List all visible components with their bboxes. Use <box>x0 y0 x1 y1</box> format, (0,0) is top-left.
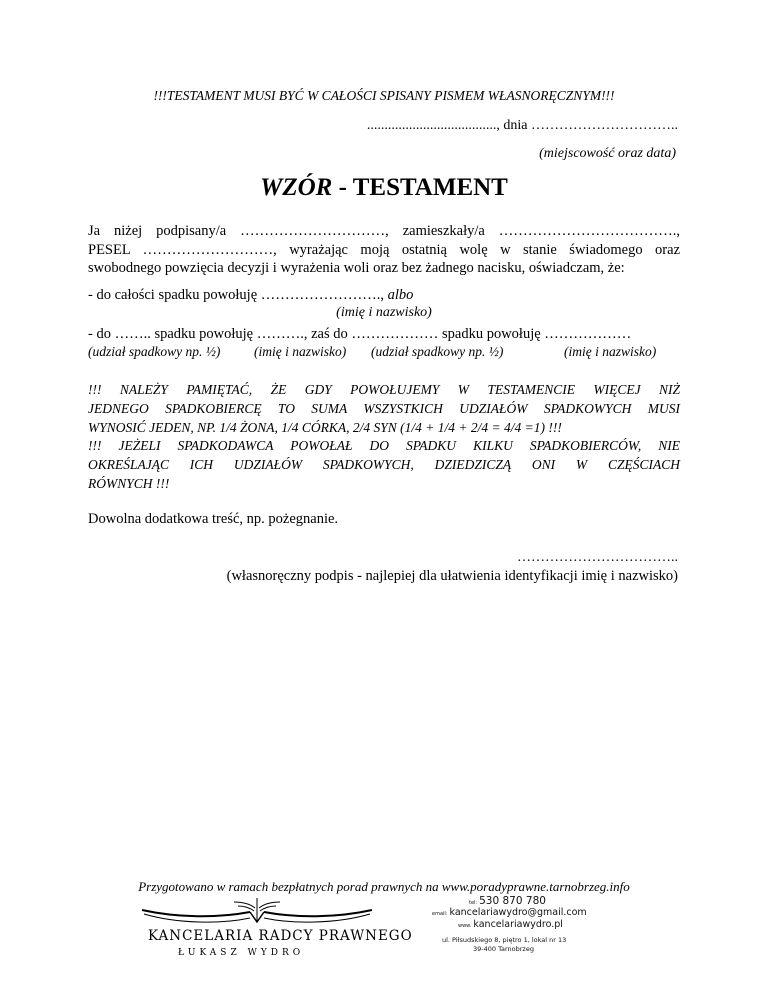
footer-note: Przygotowano w ramach bezpłatnych porad prawnych na www.poradyprawne.tarnobrzeg.info <box>138 879 630 894</box>
note-line: WYNOSIĆ JEDEN, NP. 1/4 ŻONA, 1/4 CÓRKA, 2/4 SYN (1/4 + 1/4 + 2/4 = 4/4 =1) !!! <box>88 419 562 435</box>
additional-content-line: Dowolna dodatkowa treść, np. pożegnanie. <box>88 511 339 527</box>
important-notes <box>88 381 680 494</box>
share-caption: (udział spadkowy np. ½) <box>88 344 221 359</box>
place-date-field: ....................................., dnia ………………………….. <box>366 118 678 133</box>
website-label: www. <box>458 923 472 929</box>
declaration-line: Ja niżej podpisany/a …………………………, zamieszkały/a ………………………………., <box>88 223 680 239</box>
phone-number: 530 870 780 <box>479 895 546 907</box>
place-date-caption: (miejscowość oraz data) <box>539 146 676 161</box>
name-caption: (imię i nazwisko) <box>564 344 657 359</box>
heir-whole-caption: (imię i nazwisko) <box>336 305 432 320</box>
contact-email <box>432 907 587 918</box>
note-line: !!! NALEŻY PAMIĘTAĆ, ŻE GDY POWOŁUJEMY W TESTAMENCIE WIĘCEJ NIŻ <box>88 382 680 397</box>
contact-address-city: 39-400 Tarnobrzeg <box>473 945 534 953</box>
note-line: JEDNEGO SPADKOBIERCĘ TO SUMA WSZYSTKICH UDZIAŁÓW SPADKOWYCH MUSI <box>88 400 680 416</box>
heir-whole-text: - do całości spadku powołuję ……………………., <box>88 287 388 303</box>
declaration-line: PESEL ………………………, wyrażając moją ostatnią wolę w stanie świadomego oraz <box>88 241 680 258</box>
contact-website <box>458 919 563 930</box>
email-address: kancelariawydro@gmail.com <box>449 907 587 918</box>
signature-caption: (własnoręczny podpis - najlepiej dla ułatwienia identyfikacji imię i nazwisko) <box>226 568 678 584</box>
email-label: email: <box>432 911 448 917</box>
declaration-paragraph <box>88 222 680 278</box>
note-line: !!! JEŻELI SPADKODAWCA POWOŁAŁ DO SPADKU KILKU SPADKOBIERCÓW, NIE <box>88 438 680 454</box>
heir-whole-estate-line <box>88 287 413 304</box>
title-template-word: WZÓR <box>260 174 333 201</box>
note-line: OKREŚLAJĄC ICH UDZIAŁÓW SPADKOWYCH, DZIEDZICZĄ ONI W CZĘŚCIACH <box>88 457 680 473</box>
law-office-logo <box>138 896 413 976</box>
document-title <box>0 174 768 202</box>
note-line: RÓWNYCH !!! <box>88 475 170 491</box>
title-testament-word: - TESTAMENT <box>332 174 508 201</box>
heir-shares-line: - do …….. spadku powołuję ………., zaś do ……………… spadku powołuję ……………… <box>88 326 632 342</box>
website-address: kancelariawydro.pl <box>473 919 563 930</box>
share-caption: (udział spadkowy np. ½) <box>371 344 504 359</box>
contact-address-street: ul. Piłsudskiego 8, piętro 1, lokal nr 13 <box>442 936 567 944</box>
logo-person-name: ŁUKASZ WYDRO <box>178 948 305 958</box>
contact-phone <box>469 895 546 907</box>
name-caption: (imię i nazwisko) <box>254 344 347 359</box>
logo-office-name: KANCELARIA RADCY PRAWNEGO <box>148 928 413 944</box>
signature-field: …………………………….. <box>517 550 678 565</box>
heir-whole-or: albo <box>387 287 414 303</box>
declaration-line: swobodnego powzięcia decyzji i wyrażenia woli oraz bez żadnego nacisku, oświadczam, że: <box>88 260 625 276</box>
handwriting-warning: !!!TESTAMENT MUSI BYĆ W CAŁOŚCI SPISANY PISMEM WŁASNORĘCZNYM!!! <box>153 88 615 103</box>
phone-label: tel: <box>469 900 478 906</box>
